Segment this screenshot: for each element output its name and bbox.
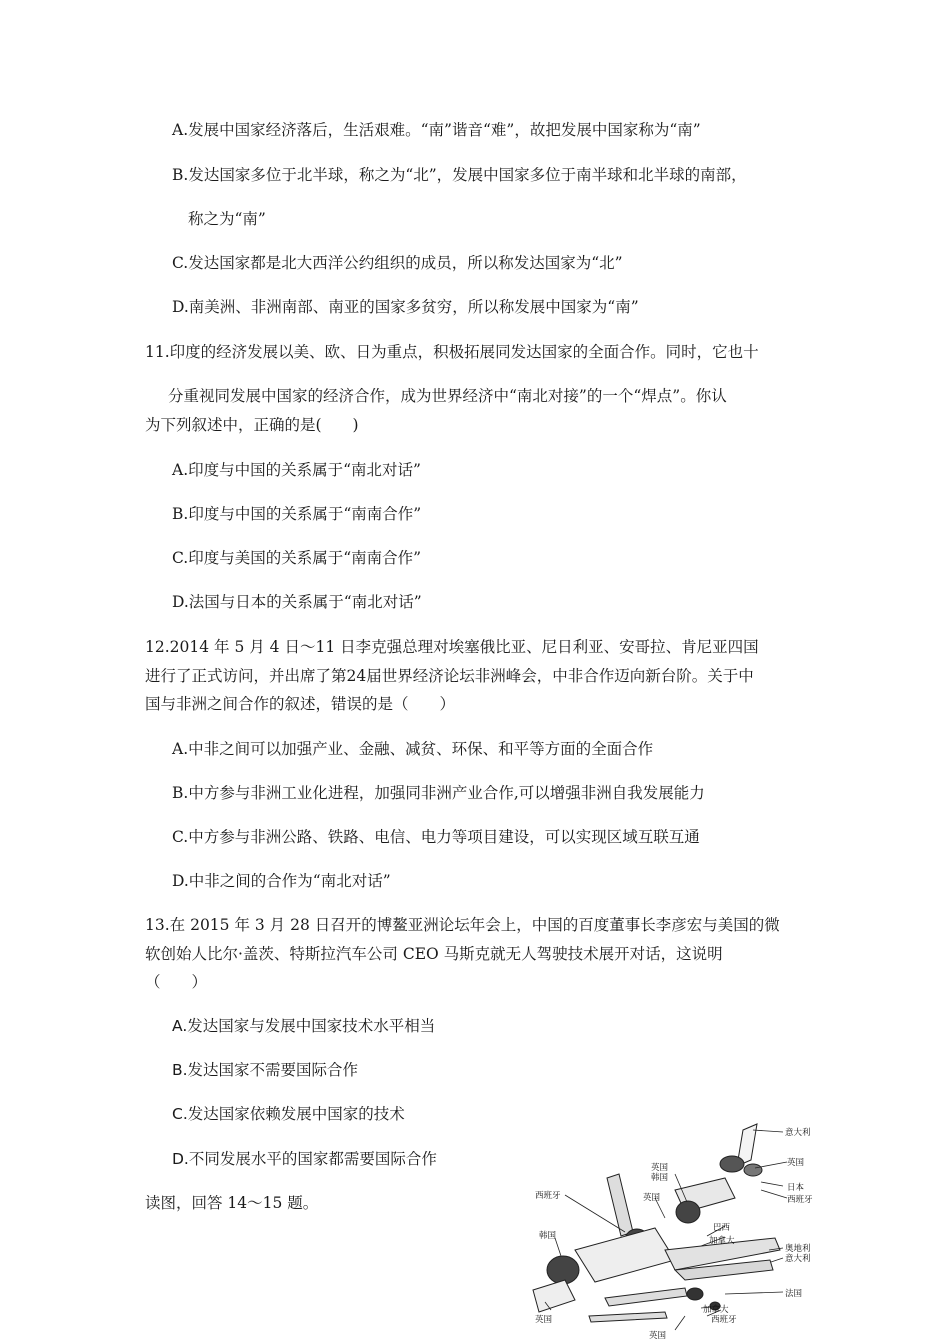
label-brazil: 巴西 [713,1223,731,1233]
q13-option-d: D.不同发展水平的国家都需要国际合作 [172,1150,437,1168]
label-austria: 奥地利 [785,1244,811,1254]
label-japan: 日本 [787,1183,805,1193]
q11-stem-line-1: 11.印度的经济发展以美、欧、日为重点，积极拓展同发达国家的全面合作。同时，它也十 [145,343,759,361]
q12-stem-line-1: 12.2014 年 5 月 4 日～11 日李克强总理对埃塞俄比亚、尼日利亚、安哥拉、肯尼亚四国 [145,638,759,656]
q11-option-c: C.印度与美国的关系属于“南南合作” [172,549,422,567]
q12-stem-line-3: 国与非洲之间合作的叙述，错误的是（ ） [145,695,456,713]
engine-left-shape [547,1256,579,1284]
label-italy-top: 意大利 [785,1128,811,1138]
vertical-stabilizer-shape [607,1174,633,1236]
aircraft-parts-diagram [525,1120,825,1344]
label-uk-korea-1: 英国 [651,1163,669,1173]
q10-option-c: C.发达国家都是北大西洋公约组织的成员，所以称发达国家为“北” [172,254,623,272]
label-uk-korea-2: 韩国 [651,1173,669,1183]
label-canada-2: 加拿大 [703,1305,729,1315]
label-canada-1: 加拿大 [709,1236,735,1246]
label-uk-bottom-left: 英国 [535,1315,553,1325]
q13-option-c: C.发达国家依赖发展中国家的技术 [172,1105,405,1123]
aircraft-illustration [525,1120,825,1344]
label-spain-left: 西班牙 [535,1191,561,1201]
q10-option-d: D.南美洲、非洲南部、南亚的国家多贫穷，所以称发展中国家为“南” [172,298,639,316]
fuselage-middle-shape [575,1228,675,1282]
q12-option-c: C.中方参与非洲公路、铁路、电信、电力等项目建设，可以实现区域互联互通 [172,828,700,846]
q12-option-a: A.中非之间可以加强产业、金融、减贫、环保、和平等方面的全面合作 [172,740,654,758]
q12-option-b: B.中方参与非洲工业化进程，加强同非洲产业合作,可以增强非洲自我发展能力 [172,784,705,802]
label-italy-mid: 意大利 [785,1254,811,1264]
q13-stem-line-2: 软创始人比尔·盖茨、特斯拉汽车公司 CEO 马斯克就无人驾驶技术展开对话，这说明 [145,945,723,963]
label-korea-left: 韩国 [539,1231,557,1241]
q10-option-a: A.发展中国家经济落后，生活艰难。“南”谐音“难”，故把发展中国家称为“南” [172,121,701,139]
landing-gear-shape [687,1288,703,1300]
engine-upper-shape [676,1201,700,1223]
floor-beam-shape [589,1312,667,1322]
label-spain-right: 西班牙 [787,1195,813,1205]
q13-stem-line-1: 13.在 2015 年 3 月 28 日召开的博鳌亚洲论坛年会上，中国的百度董事长李彦宏与美国的微 [145,916,780,934]
label-uk-right: 英国 [787,1158,805,1168]
label-france: 法国 [785,1289,803,1299]
figure-intro: 读图，回答 14～15 题。 [145,1194,319,1212]
tail-cone-shape [744,1164,762,1176]
nose-shape [533,1280,575,1312]
q13-stem-line-3: （ ） [145,973,208,991]
q10-option-b: B.发达国家多位于北半球，称之为“北”，发展中国家多位于南半球和北半球的南部， [172,166,747,184]
q10-option-b-continued: 称之为“南” [188,210,266,228]
lower-panel-shape [605,1288,687,1306]
label-uk-mid: 英国 [643,1193,661,1203]
q12-stem-line-2: 进行了正式访问，并出席了第24届世界经济论坛非洲峰会，中非合作迈向新台阶。关于中 [145,667,754,685]
q11-option-a: A.印度与中国的关系属于“南北对话” [172,461,421,479]
q11-option-b: B.印度与中国的关系属于“南南合作” [172,505,422,523]
q11-stem-line-3: 为下列叙述中，正确的是( ) [145,416,359,434]
q13-option-b: B.发达国家不需要国际合作 [172,1061,359,1079]
q12-option-d: D.中非之间的合作为“南北对话” [172,872,391,890]
q11-stem-line-2: 分重视同发展中国家的经济合作，成为世界经济中“南北对接”的一个“焊点”。你认 [168,387,727,405]
q11-option-d: D.法国与日本的关系属于“南北对话” [172,593,422,611]
label-spain-bottom: 西班牙 [711,1315,737,1325]
tail-engine-shape [720,1156,744,1172]
q13-option-a: A.发达国家与发展中国家技术水平相当 [172,1017,436,1035]
label-uk-bottom: 英国 [649,1331,667,1341]
